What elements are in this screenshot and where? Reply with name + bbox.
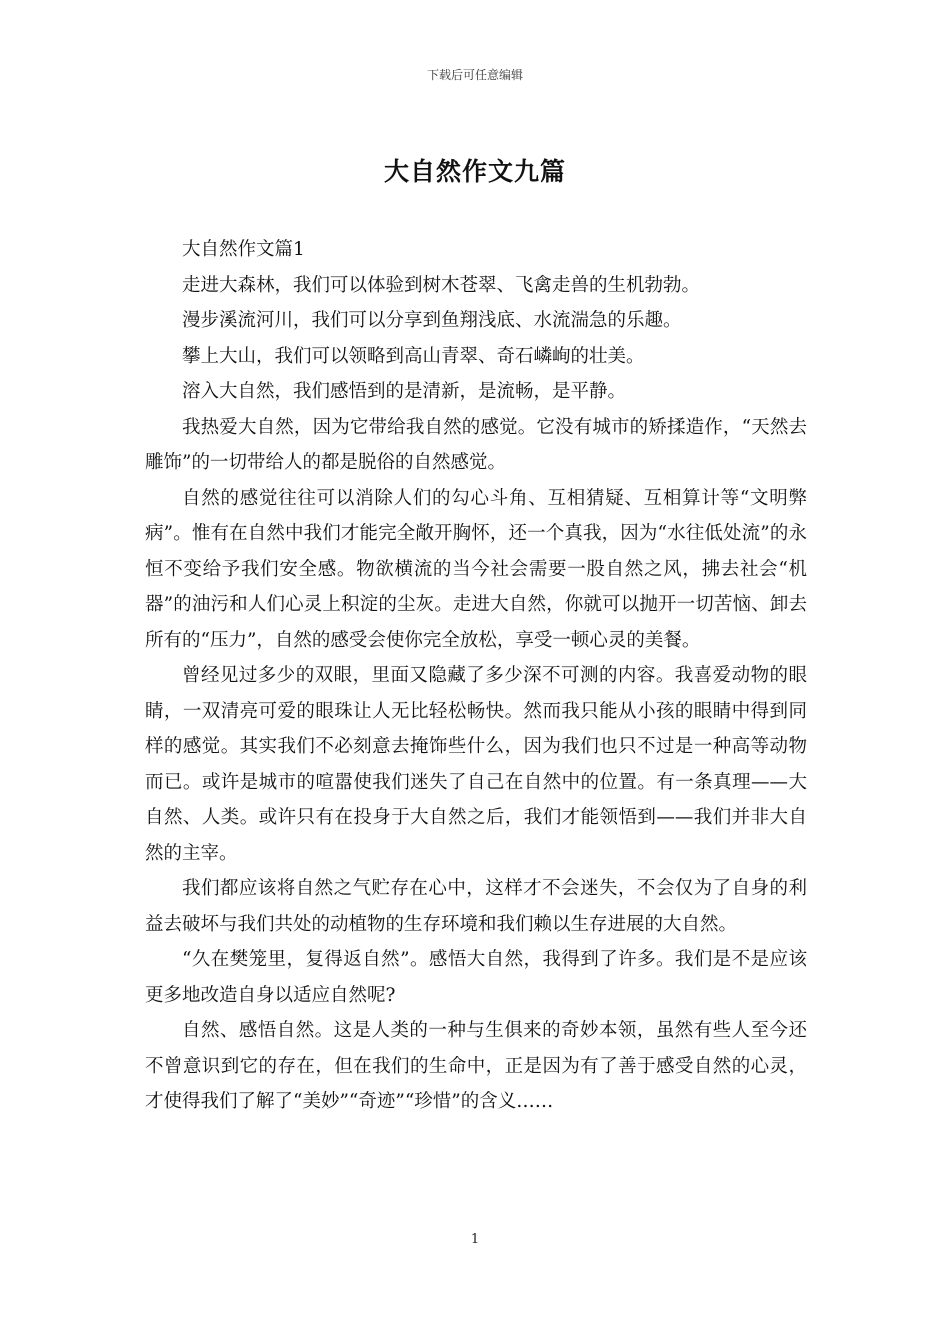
body-text <box>145 232 807 1120</box>
paragraph: 攀上大山，我们可以领略到高山青翠、奇石嶙峋的壮美。 <box>182 345 645 367</box>
paragraph: 自然、感悟自然。这是人类的一种与生俱来的奇妙本领，虽然有些人至今还不曾意识到它的存在，但在我们的生命中，正是因为有了善于感受自然的心灵，才使得我们了解了“美妙”“奇迹”“珍惜”的含义…… <box>145 1020 807 1112</box>
paragraph: 走进大森林，我们可以体验到树木苍翠、飞禽走兽的生机勃勃。 <box>182 274 701 296</box>
paragraph: 我热爱大自然，因为它带给我自然的感觉。它没有城市的矫揉造作，“天然去雕饰”的一切带给人的都是脱俗的自然感觉。 <box>145 416 807 473</box>
paragraph: 我们都应该将自然之气贮存在心中，这样才不会迷失，不会仅为了自身的利益去破坏与我们共处的动植物的生存环境和我们赖以生存进展的大自然。 <box>145 878 807 935</box>
paragraph: 漫步溪流河川，我们可以分享到鱼翔浅底、水流湍急的乐趣。 <box>182 310 682 331</box>
page-number: 1 <box>470 1232 480 1247</box>
header-note: 下载后可任意编辑 <box>426 68 523 82</box>
paragraph: “久在樊笼里，复得返自然”。感悟大自然，我得到了许多。我们是不是应该更多地改造自身以适应自然呢? <box>145 949 807 1006</box>
paragraph: 溶入大自然，我们感悟到的是清新，是流畅，是平静。 <box>182 381 627 402</box>
paragraph: 曾经见过多少的双眼，里面又隐藏了多少深不可测的内容。我喜爱动物的眼睛，一双清亮可爱的眼珠让人无比轻松畅快。然而我只能从小孩的眼睛中得到同样的感觉。其实我们不必刻意去掩饰些什么，因为我们也只不过是一种高等动物而已。或许是城市的喧嚣使我们迷失了自己在自然中的位置。有一条真理——大自然、人类。或许只有在投身于大自然之后，我们才能领悟到——我们并非大自然的主宰。 <box>145 665 807 864</box>
paragraph: 自然的感觉往往可以消除人们的勾心斗角、互相猜疑、互相算计等“文明弊病”。惟有在自然中我们才能完全敞开胸怀，还一个真我，因为“水往低处流”的永恒不变给予我们安全感。物欲横流的当今社会需要一股自然之风，拂去社会“机器”的油污和人们心灵上积淀的尘灰。走进大自然，你就可以抛开一切苦恼、卸去所有的“压力”，自然的感受会使你完全放松，享受一顿心灵的美餐。 <box>145 487 807 651</box>
document-title: 大自然作文九篇 <box>383 157 566 186</box>
section-heading: 大自然作文篇1 <box>182 239 305 260</box>
